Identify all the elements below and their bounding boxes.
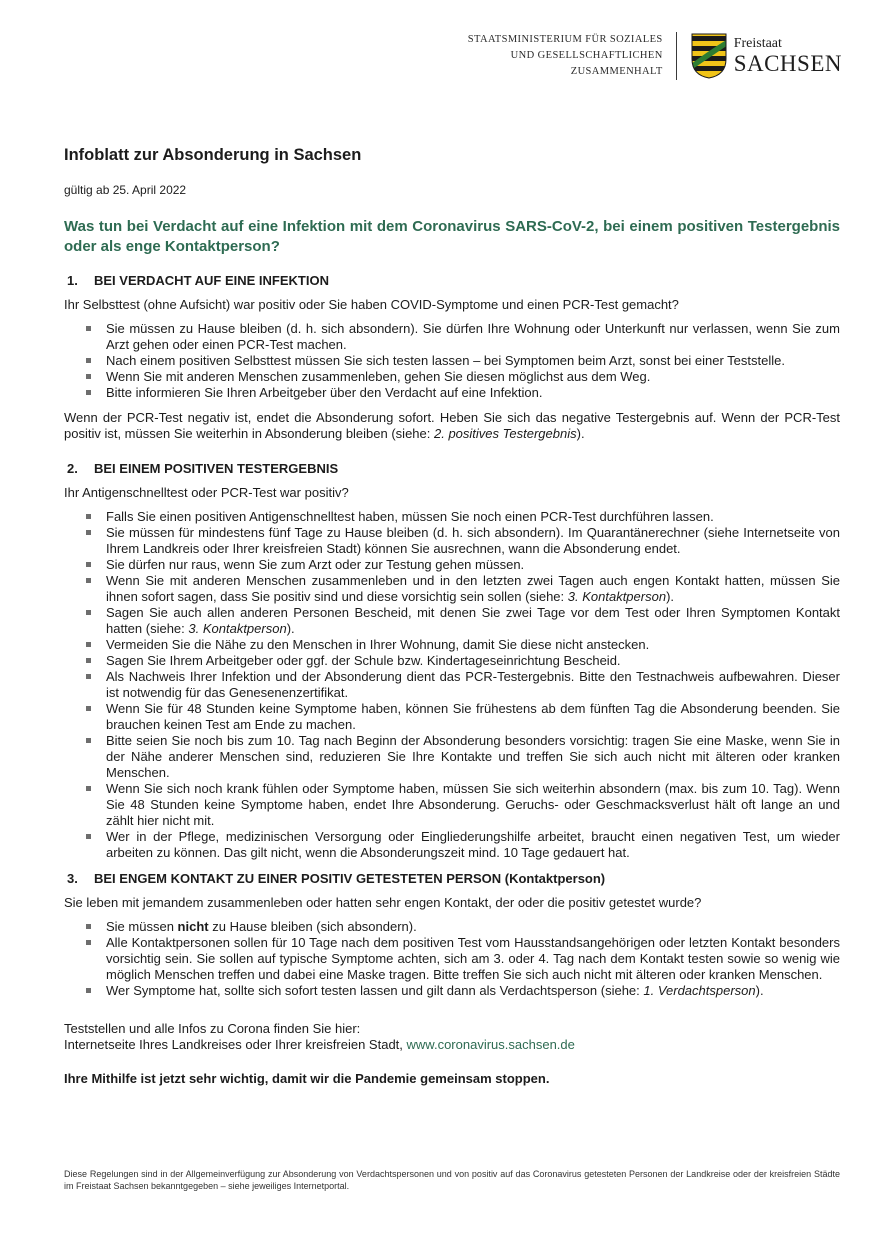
section-heading: BEI ENGEM KONTAKT ZU EINER POSITIV GETESTETEN PERSON (Kontaktperson): [94, 871, 606, 886]
note-ref: 2. positives Testergebnis: [434, 426, 577, 441]
list-item: Vermeiden Sie die Nähe zu den Menschen in Ihrer Wohnung, damit Sie diese nicht anstecken.: [106, 637, 840, 653]
item-text: Sie müssen: [106, 919, 178, 934]
section-1-note: [64, 410, 840, 442]
info-text: Internetseite Ihres Landkreises oder Ihrer kreisfreien Stadt,: [64, 1037, 407, 1052]
list-item: [106, 919, 840, 935]
list-item: Bitte seien Sie noch bis zum 10. Tag nach Beginn der Absonderung besonders vorsichtig: tragen Sie eine Maske, wenn Sie in der Nähe anderer Menschen sind, reduzieren Sie Ihre Kontakte und treffen Sie sich auch nicht mit älteren oder kranken Menschen.: [106, 733, 840, 780]
ministry-name: [468, 32, 677, 80]
header: [468, 28, 842, 84]
item-text: zu Hause bleiben (sich absondern).: [208, 919, 417, 934]
ministry-line: STAATSMINISTERIUM FÜR SOZIALES: [467, 34, 663, 45]
valid-from: gültig ab 25. April 2022: [64, 183, 187, 197]
section-2-list: [64, 509, 840, 861]
item-ref: 3. Kontaktperson: [567, 589, 667, 604]
section-1-title: [67, 273, 840, 288]
list-item: [106, 983, 840, 999]
list-item: Als Nachweis Ihrer Infektion und der Absonderung dient das PCR-Testergebnis. Bitte den Testnachweis aufbewahren. Dieser ist notwendig für das Genesenenzertifikat.: [106, 669, 840, 700]
section-3-intro: Sie leben mit jemandem zusammenleben oder hatten sehr engen Kontakt, der oder die positiv getestet wurde?: [64, 895, 702, 910]
headline: Was tun bei Verdacht auf eine Infektion mit dem Coronavirus SARS-CoV-2, bei einem positiven Testergebnis oder als enge Kontaktperson?: [64, 218, 840, 255]
section-heading: BEI EINEM POSITIVEN TESTERGEBNIS: [94, 461, 339, 476]
section-number: 3.: [67, 871, 78, 886]
section-heading: BEI VERDACHT AUF EINE INFEKTION: [94, 273, 329, 288]
website-link[interactable]: www.coronavirus.sachsen.de: [406, 1037, 575, 1052]
list-item: Wenn Sie für 48 Stunden keine Symptome haben, können Sie frühestens ab dem fünften Tag die Absonderung beenden. Sie brauchen keinen Test am Ende zu machen.: [106, 701, 840, 732]
ministry-line: ZUSAMMENHALT: [570, 66, 663, 77]
page-title: Infoblatt zur Absonderung in Sachsen: [64, 146, 362, 164]
freistaat-sachsen-logo: [734, 37, 842, 75]
section-3-title: [67, 871, 840, 886]
item-text: Sagen Sie auch allen anderen Personen Bescheid, mit denen Sie zwei Tage vor dem Test oder Ihren Symptomen Kontakt hatten (siehe:: [106, 605, 840, 636]
saxony-crest-icon: [691, 33, 727, 79]
section-1-intro: Ihr Selbsttest (ohne Aufsicht) war positiv oder Sie haben COVID-Symptome und einen PCR-Test gemacht?: [64, 297, 679, 312]
list-item: Nach einem positiven Selbsttest müssen Sie sich testen lassen – bei Symptomen beim Arzt, sonst bei einer Teststelle.: [106, 353, 840, 369]
item-emphasis: nicht: [177, 919, 209, 934]
item-ref: 3. Kontaktperson: [188, 621, 287, 636]
logo-small-text: Freistaat: [733, 36, 782, 51]
section-1-list: [64, 321, 840, 401]
list-item: Falls Sie einen positiven Antigenschnelltest haben, müssen Sie noch einen PCR-Test durchführen lassen.: [106, 509, 840, 525]
section-number: 2.: [67, 461, 78, 476]
note-text: Wenn der PCR-Test negativ ist, endet die Absonderung sofort. Heben Sie sich das negative Testergebnis auf. Wenn der PCR-Test positiv ist, müssen Sie weiterhin in Absonderung bleiben (siehe:: [64, 410, 840, 441]
item-end: ).: [286, 621, 295, 636]
list-item: Bitte informieren Sie Ihren Arbeitgeber über den Verdacht auf eine Infektion.: [106, 385, 840, 401]
logo-big-text: SACHSEN: [733, 51, 842, 76]
info-line: [64, 1037, 840, 1053]
list-item: Sie dürfen nur raus, wenn Sie zum Arzt oder zur Testung gehen müssen.: [106, 557, 840, 573]
item-end: ).: [755, 983, 764, 998]
section-2-title: [67, 461, 840, 476]
ministry-line: UND GESELLSCHAFTLICHEN: [510, 50, 663, 61]
list-item: Wenn Sie mit anderen Menschen zusammenleben, gehen Sie diesen möglichst aus dem Weg.: [106, 369, 840, 385]
list-item: Sie müssen zu Hause bleiben (d. h. sich absondern). Sie dürfen Ihre Wohnung oder Unterkunft nur verlassen, wenn Sie zum Arzt gehen oder einen PCR-Test machen.: [106, 321, 840, 352]
list-item: Sie müssen für mindestens fünf Tage zu Hause bleiben (d. h. sich absondern). Im Quarantänerechner (siehe Internetseite von Ihrem Landkreis oder Ihrer kreisfreien Stadt) können Sie ausrechnen, wann die Absonderung endet.: [106, 525, 840, 556]
info-line: Teststellen und alle Infos zu Corona finden Sie hier:: [64, 1021, 361, 1036]
section-3-list: [64, 919, 840, 999]
section-number: 1.: [67, 273, 78, 288]
item-text: Wenn Sie mit anderen Menschen zusammenleben und in den letzten zwei Tagen auch engen Kontakt hatten, müssen Sie ihnen sofort sagen, dass Sie positiv sind und diese vorsichtig sein sollen (siehe:: [106, 573, 840, 604]
item-text: Wer Symptome hat, sollte sich sofort testen lassen und gilt dann als Verdachtsperson (siehe:: [106, 983, 644, 998]
section-2-intro: Ihr Antigenschnelltest oder PCR-Test war positiv?: [64, 485, 349, 500]
info-block: [64, 1021, 840, 1053]
list-item: [106, 573, 840, 605]
note-end: ).: [576, 426, 585, 441]
item-end: ).: [666, 589, 675, 604]
footer-note: Diese Regelungen sind in der Allgemeinverfügung zur Absonderung von Verdachtspersonen und von positiv auf das Coronavirus getesteten Personen der Landkreise oder der kreisfreien Städte im Freistaat Sachsen bekanntgegeben – siehe jeweiliges Internetportal.: [64, 1169, 840, 1191]
main-content: [64, 140, 840, 1086]
list-item: Wer in der Pflege, medizinischen Versorgung oder Eingliederungshilfe arbeitet, braucht einen negativen Test, um wieder arbeiten zu können. Das gilt nicht, wenn die Absonderungszeit mind. 10 Tage gedauert hat.: [106, 829, 840, 860]
closing-statement: Ihre Mithilfe ist jetzt sehr wichtig, damit wir die Pandemie gemeinsam stoppen.: [64, 1071, 550, 1086]
list-item: [106, 605, 840, 637]
item-ref: 1. Verdachtsperson: [643, 983, 756, 998]
list-item: Alle Kontaktpersonen sollen für 10 Tage nach dem positiven Test vom Hausstandsangehörigen oder letzten Kontakt besonders vorsichtig sein. Sie sollen auf typische Symptome achten, sich am 3. oder 4. Tag nach dem Kontakt testen sowie so wenig wie möglich Menschen treffen und dabei eine Maske tragen. Bitte treffen Sie sich auch nicht mit älteren oder kranken Menschen.: [106, 935, 840, 982]
list-item: Sagen Sie Ihrem Arbeitgeber oder ggf. der Schule bzw. Kindertageseinrichtung Bescheid.: [106, 653, 840, 669]
list-item: Wenn Sie sich noch krank fühlen oder Symptome haben, müssen Sie sich weiterhin absondern (max. bis zum 10. Tag). Wenn Sie 48 Stunden keine Symptome haben, endet Ihre Absonderung. Geruchs- oder Geschmacksverlust hält oft lange an und zählt hier nicht mit.: [106, 781, 840, 828]
